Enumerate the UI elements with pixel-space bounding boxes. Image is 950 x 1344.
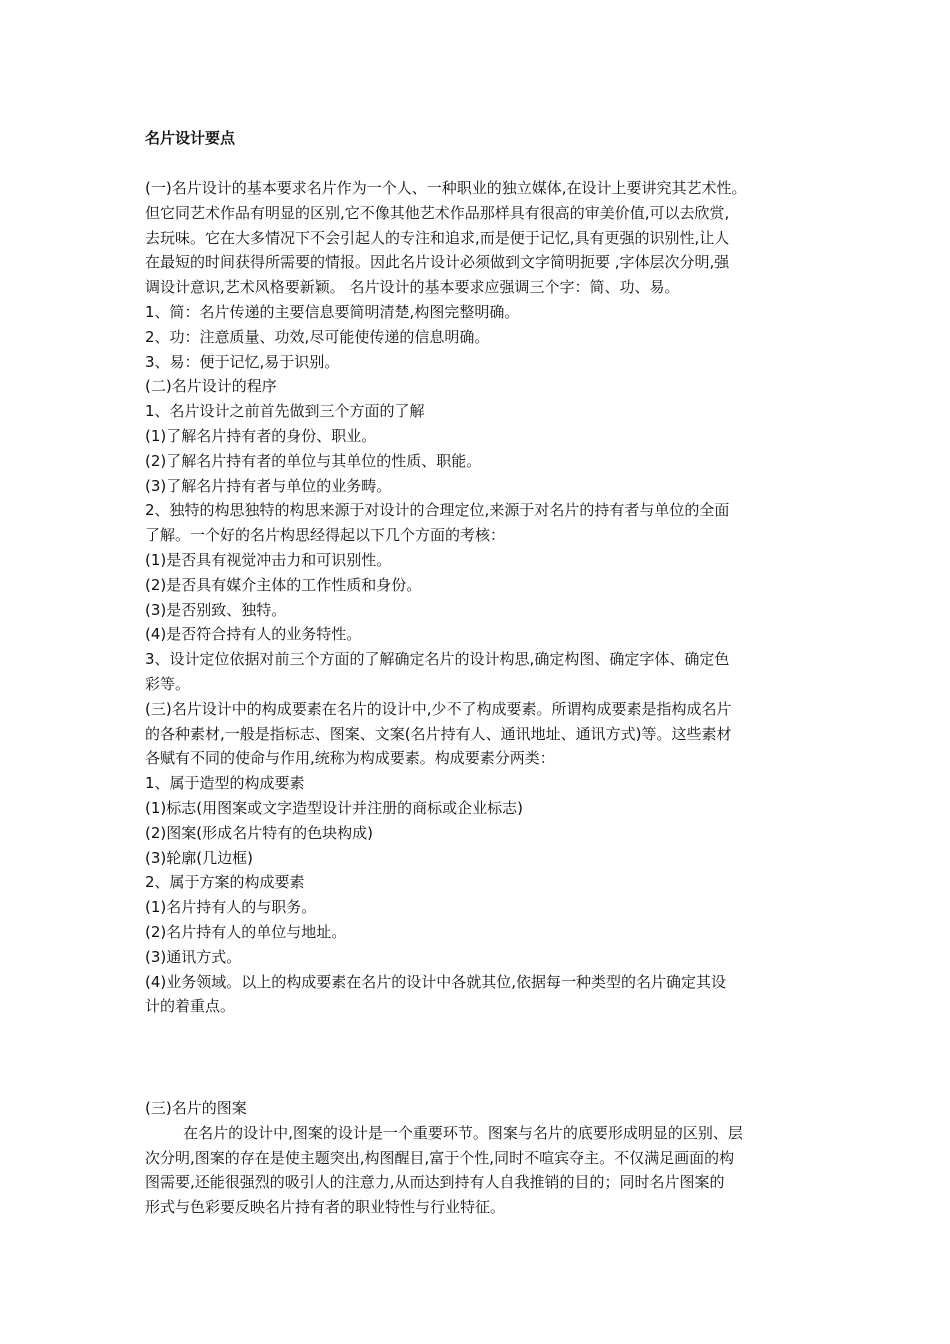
text-line: 2、功：注意质量、功效,尽可能使传递的信息明确。: [145, 327, 490, 346]
text-line: (4)是否符合持有人的业务特性。: [145, 625, 362, 644]
text-line: 1、属于造型的构成要素: [145, 774, 305, 793]
text-line: (4)业务领域。以上的构成要素在名片的设计中各就其位,依据每一种类型的名片确定其设: [145, 972, 727, 991]
text-line: (二)名片设计的程序: [145, 377, 277, 396]
document-title: 名片设计要点: [145, 129, 236, 147]
pattern-section-block: [145, 1096, 825, 1220]
text-line: 2、独特的构思独特的构思来源于对设计的合理定位,来源于对名片的持有者与单位的全面: [145, 501, 730, 520]
text-line: 去玩味。它在大多情况下不会引起人的专注和追求,而是便于记忆,具有更强的识别性,让人: [145, 228, 730, 247]
text-line: (2)是否具有媒介主体的工作性质和身份。: [145, 575, 422, 594]
text-line: (一)名片设计的基本要求名片作为一个人、一种职业的独立媒体,在设计上要讲究其艺术性。: [145, 179, 747, 197]
text-line: (1)了解名片持有者的身份、职业。: [145, 426, 377, 445]
text-line: 2、属于方案的构成要素: [145, 873, 305, 892]
main-text-block: [145, 176, 825, 1019]
text-line: 在名片的设计中,图案的设计是一个重要环节。图案与名片的底要形成明显的区别、层: [145, 1123, 743, 1142]
text-line: (3)是否别致、独特。: [145, 600, 287, 619]
text-line: (2)名片持有人的单位与地址。: [145, 922, 347, 941]
text-line: 各赋有不同的使命与作用,统称为构成要素。构成要素分两类：: [145, 749, 555, 768]
text-line: 图需要,还能很强烈的吸引人的注意力,从而达到持有人自我推销的目的；同时名片图案的: [145, 1173, 725, 1192]
text-line: (1)是否具有视觉冲击力和可识别性。: [145, 550, 392, 569]
text-line: 调设计意识,艺术风格要新颖。 名片设计的基本要求应强调三个字：简、功、易。: [145, 278, 680, 297]
text-line: 在最短的时间获得所需要的情报。因此名片设计必须做到文字简明扼要 ,字体层次分明,强: [145, 253, 730, 272]
text-line: 彩等。: [145, 674, 191, 693]
text-line: 计的着重点。: [145, 997, 236, 1016]
text-line: 次分明,图案的存在是使主题突出,构图醒目,富于个性,同时不喧宾夺主。不仅满足画面的构: [145, 1148, 735, 1167]
text-line: 形式与色彩要反映名片持有者的职业特性与行业特征。: [145, 1198, 506, 1217]
text-line: (2)了解名片持有者的单位与其单位的性质、职能。: [145, 451, 482, 470]
text-line: 3、易：便于记忆,易于识别。: [145, 352, 340, 371]
text-line: (3)轮廓(几边框): [145, 848, 253, 867]
text-line: (3)通讯方式。: [145, 947, 242, 966]
text-line: 的各种素材,一般是指标志、图案、文案(名片持有人、通讯地址、通讯方式)等。这些素材: [145, 724, 732, 743]
text-line: (3)了解名片持有者与单位的业务畴。: [145, 476, 392, 495]
section-heading: (三)名片的图案: [145, 1099, 247, 1117]
text-line: (2)图案(形成名片特有的色块构成): [145, 823, 373, 842]
text-line: (1)名片持有人的与职务。: [145, 898, 317, 917]
text-line: (三)名片设计中的构成要素在名片的设计中,少不了构成要素。所谓构成要素是指构成名片: [145, 699, 732, 718]
text-line: (1)标志(用图案或文字造型设计并注册的商标或企业标志): [145, 798, 523, 817]
text-line: 3、设计定位依据对前三个方面的了解确定名片的设计构思,确定构图、确定字体、确定色: [145, 650, 730, 669]
text-line: 但它同艺术作品有明显的区别,它不像其他艺术作品那样具有很高的审美价值,可以去欣赏,: [145, 203, 730, 222]
text-line: 1、简：名片传递的主要信息要简明清楚,构图完整明确。: [145, 302, 520, 321]
text-line: 了解。一个好的名片构思经得起以下几个方面的考核：: [145, 526, 506, 545]
text-line: 1、名片设计之前首先做到三个方面的了解: [145, 402, 425, 421]
